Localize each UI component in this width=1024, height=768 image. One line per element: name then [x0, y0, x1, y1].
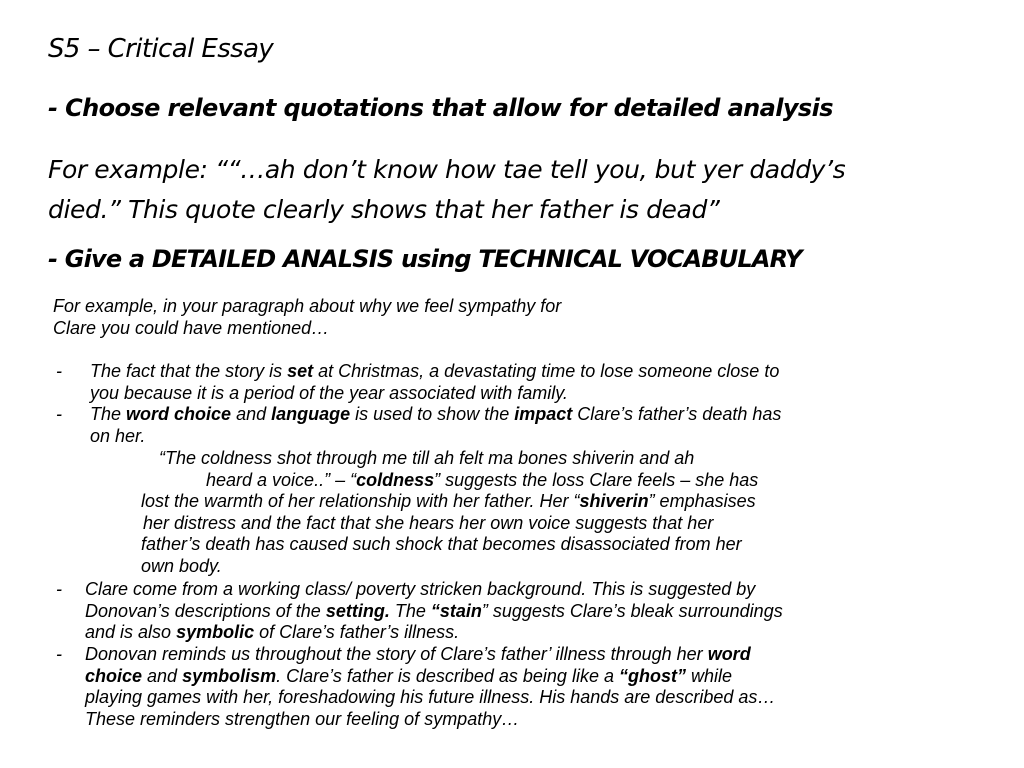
bullet-dash: -	[56, 404, 62, 424]
quote-line-4: her distress and the fact that she hears her own voice suggests that her	[143, 512, 714, 533]
emphasis: choice	[85, 665, 143, 686]
text: The	[389, 600, 431, 621]
quote-line-2	[206, 470, 758, 492]
text: at Christmas, a devastating time to lose someone close to	[313, 361, 780, 381]
text: and	[231, 404, 272, 424]
text: lost the warmth of her relationship with her father. Her “	[141, 491, 580, 511]
emphasis: symbolism	[182, 665, 277, 686]
intro-paragraph	[53, 296, 561, 339]
slide-title: S5 – Critical Essay	[48, 34, 274, 64]
emphasis: symbolic	[176, 622, 255, 642]
emphasis: setting.	[325, 600, 390, 621]
text: Clare come from a working class/ poverty stricken background. This is suggested by	[85, 579, 756, 599]
text: ” suggests Clare’s bleak surroundings	[481, 600, 783, 621]
text: . Clare’s father is described as being like a	[276, 665, 619, 686]
quote-line-1: “The coldness shot through me till ah felt ma bones shiverin and ah	[159, 448, 695, 468]
text: and is also	[85, 622, 177, 642]
quotation-example	[48, 150, 845, 230]
text: Donovan reminds us throughout the story of Clare’s father’ illness through her	[85, 644, 708, 664]
text: on her.	[90, 425, 146, 446]
point-detailed-analysis: - Give a DETAILED ANALSIS using TECHNICAL VOCABULARY	[48, 245, 802, 273]
quotation-example-line-2: died.” This quote clearly shows that her father is dead”	[48, 195, 720, 224]
bullet-4-text	[85, 644, 775, 730]
intro-line-2: Clare you could have mentioned…	[53, 317, 330, 338]
emphasis: “ghost”	[618, 665, 686, 686]
intro-line-1: For example, in your paragraph about why we feel sympathy for	[53, 296, 562, 316]
text: heard a voice..	[206, 469, 325, 490]
bullet-dash: -	[56, 579, 62, 599]
emphasis: impact	[514, 404, 573, 424]
emphasis: language	[271, 404, 351, 424]
text: is used to show the	[350, 404, 515, 424]
bullet-dash: -	[56, 361, 62, 381]
emphasis: “stain	[430, 600, 482, 621]
bullet-dash: -	[56, 644, 62, 664]
bullet-1-text	[90, 361, 779, 404]
text: The fact that the story is	[90, 361, 288, 381]
bullet-3-text	[85, 579, 783, 644]
quote-line-3	[141, 491, 756, 513]
text: ” suggests the loss Clare feels – she has	[434, 469, 759, 490]
emphasis: set	[287, 361, 314, 381]
emphasis: coldness	[356, 469, 435, 490]
text: The	[90, 404, 127, 424]
emphasis: word	[707, 644, 751, 664]
text: playing games with her, foreshadowing his future illness. His hands are described as…	[85, 687, 776, 707]
text: and	[142, 665, 183, 686]
bullet-2-text	[90, 404, 781, 447]
point-choose-quotations: - Choose relevant quotations that allow for detailed analysis	[48, 94, 833, 122]
emphasis: word choice	[126, 404, 232, 424]
quote-line-6: own body.	[141, 555, 222, 576]
text: while	[685, 665, 732, 686]
quotation-example-line-1: For example: ““…ah don’t know how tae tell you, but yer daddy’s	[48, 155, 846, 184]
text: of Clare’s father’s illness.	[254, 622, 460, 642]
text: you because it is a period of the year associated with family.	[90, 382, 568, 403]
emphasis: shiverin	[579, 491, 649, 511]
text: These reminders strengthen our feeling of sympathy…	[85, 708, 520, 729]
text: ” emphasises	[648, 491, 756, 511]
text: Clare’s father’s death has	[572, 404, 782, 424]
text: ” – “	[324, 469, 357, 490]
text: Donovan’s descriptions of the	[85, 600, 326, 621]
quote-line-5: father’s death has caused such shock that becomes disassociated from her	[141, 534, 742, 554]
